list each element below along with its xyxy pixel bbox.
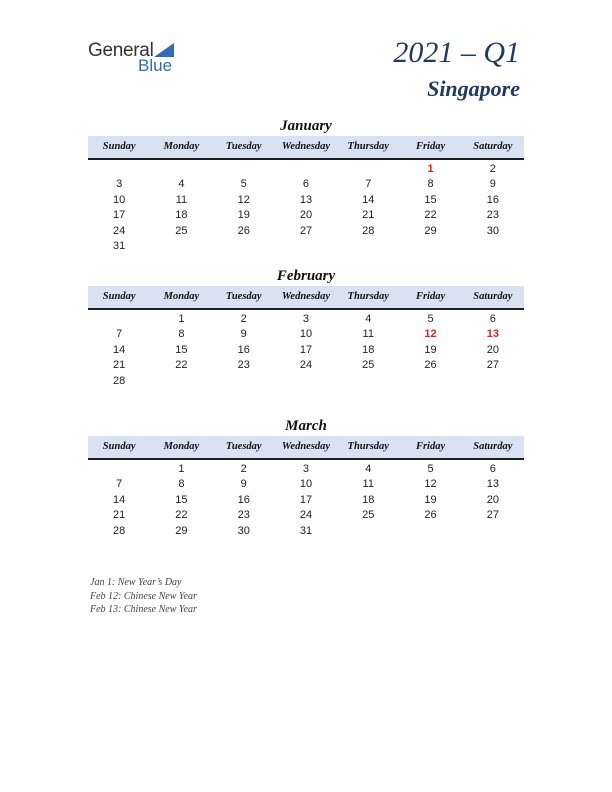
page-subtitle: Singapore (427, 76, 520, 101)
weekday-header-row (88, 286, 524, 310)
day-cell: 23 (486, 209, 499, 222)
day-cell: 22 (175, 359, 188, 372)
week-row (88, 508, 524, 523)
day-cell: 13 (486, 478, 499, 491)
day-cell: 15 (424, 193, 437, 206)
day-cell: 21 (113, 509, 126, 522)
day-cell: 18 (362, 493, 375, 506)
holiday-note: Jan 1: New Year’s Day (90, 577, 182, 588)
day-cell: 25 (175, 224, 188, 237)
day-cell: 10 (299, 478, 313, 491)
week-row (88, 312, 524, 327)
weekday-label: Wednesday (281, 441, 331, 452)
day-cell: 12 (237, 193, 250, 206)
empty-day-cell (337, 374, 399, 389)
week-row (88, 462, 524, 477)
logo-blue-text: Blue (138, 56, 173, 75)
day-cell: 17 (113, 209, 126, 222)
day-cell: 14 (113, 343, 126, 356)
holiday-note: Feb 12: Chinese New Year (90, 590, 197, 602)
empty-day-cell (337, 162, 399, 177)
day-cell: 2 (489, 163, 496, 175)
day-cell: 5 (240, 178, 247, 191)
day-cell: 22 (175, 509, 188, 522)
day-cell: 9 (240, 478, 247, 491)
month-january (88, 116, 524, 254)
day-cell: 23 (237, 359, 250, 372)
weekday-header-row (88, 436, 524, 460)
day-cell: 19 (424, 493, 437, 506)
week-row (88, 493, 524, 508)
day-cell: 21 (362, 209, 375, 222)
day-cell: 2 (240, 463, 247, 475)
day-cell: 31 (113, 239, 126, 252)
logo-general-text: General (88, 40, 154, 61)
empty-day-cell (399, 239, 461, 254)
day-cell: 1 (178, 313, 185, 325)
weekday-label: Saturday (473, 441, 513, 452)
day-cell: 24 (113, 224, 126, 237)
day-cell: 24 (299, 359, 313, 372)
day-cell: 6 (302, 178, 310, 191)
day-cell: 25 (362, 359, 375, 372)
empty-day-cell (150, 374, 212, 389)
empty-day-cell (275, 162, 337, 177)
logo (88, 40, 188, 76)
empty-day-cell (462, 374, 524, 389)
weekday-label: Sunday (102, 141, 136, 152)
page-title: 2021 – Q1 (393, 36, 520, 69)
day-cell: 14 (362, 193, 375, 206)
day-cell: 31 (299, 524, 313, 537)
day-cell: 8 (427, 178, 434, 191)
day-cell: 20 (486, 493, 499, 506)
empty-day-cell (337, 239, 399, 254)
day-cell: 23 (237, 509, 250, 522)
day-cell: 26 (237, 224, 250, 237)
empty-day-cell (88, 462, 150, 477)
empty-day-cell (213, 374, 275, 389)
holiday-day-cell: 12 (424, 328, 437, 341)
day-cell: 9 (489, 178, 496, 191)
week-row (88, 374, 524, 389)
weekday-label: Tuesday (225, 291, 262, 302)
day-cell: 29 (424, 224, 437, 237)
day-cell: 28 (113, 374, 126, 387)
day-cell: 9 (240, 328, 247, 341)
day-cell: 3 (302, 313, 310, 325)
empty-day-cell (88, 162, 150, 177)
empty-day-cell (462, 239, 524, 254)
day-cell: 14 (113, 493, 126, 506)
weekday-header-row (88, 136, 524, 160)
week-row (88, 208, 524, 223)
weekday-label: Monday (163, 441, 200, 452)
weekday-label: Sunday (102, 291, 136, 302)
logo-triangle-icon (154, 43, 174, 57)
empty-day-cell (213, 239, 275, 254)
empty-day-cell (275, 239, 337, 254)
weekday-label: Friday (415, 291, 446, 302)
week-row (88, 477, 524, 492)
day-cell: 26 (424, 509, 437, 522)
day-cell: 1 (178, 463, 185, 475)
week-row (88, 224, 524, 239)
day-cell: 11 (175, 193, 188, 206)
day-cell: 30 (237, 524, 250, 537)
day-cell: 27 (486, 359, 499, 372)
week-row (88, 239, 524, 254)
month-name: January (280, 118, 332, 134)
day-cell: 27 (486, 509, 499, 522)
day-cell: 4 (365, 463, 372, 475)
month-name: February (276, 268, 336, 284)
day-cell: 15 (175, 343, 188, 356)
weekday-label: Thursday (347, 291, 389, 302)
day-cell: 2 (240, 313, 247, 325)
day-cell: 20 (486, 343, 499, 356)
empty-day-cell (150, 239, 212, 254)
day-cell: 12 (424, 478, 437, 491)
empty-day-cell (399, 524, 461, 539)
day-cell: 17 (299, 343, 313, 356)
weekday-label: Tuesday (225, 141, 262, 152)
empty-day-cell (275, 374, 337, 389)
month-name: March (285, 418, 327, 434)
day-cell: 25 (362, 509, 375, 522)
day-cell: 3 (116, 178, 123, 191)
day-cell: 8 (178, 478, 185, 491)
day-cell: 21 (113, 359, 126, 372)
day-cell: 16 (486, 193, 499, 206)
week-row (88, 193, 524, 208)
day-cell: 29 (175, 524, 188, 537)
empty-day-cell (150, 162, 212, 177)
day-cell: 27 (299, 224, 313, 237)
day-cell: 28 (113, 524, 126, 537)
day-cell: 15 (175, 493, 188, 506)
day-cell: 18 (175, 209, 188, 222)
empty-day-cell (399, 374, 461, 389)
week-row (88, 524, 524, 539)
day-cell: 8 (178, 328, 185, 341)
empty-day-cell (462, 524, 524, 539)
day-cell: 10 (299, 328, 313, 341)
day-cell: 5 (427, 313, 434, 325)
empty-day-cell (88, 312, 150, 327)
day-cell: 3 (302, 463, 310, 475)
day-cell: 24 (299, 509, 313, 522)
weekday-label: Saturday (473, 291, 513, 302)
day-cell: 11 (362, 328, 374, 341)
day-cell: 17 (299, 493, 313, 506)
weekday-label: Monday (163, 141, 200, 152)
holiday-day-cell: 13 (486, 328, 499, 341)
month-february (88, 266, 524, 389)
weekday-label: Tuesday (225, 441, 262, 452)
day-cell: 13 (299, 193, 313, 206)
day-cell: 19 (237, 209, 250, 222)
day-cell: 4 (365, 313, 372, 325)
day-cell: 20 (299, 209, 313, 222)
day-cell: 16 (237, 343, 250, 356)
day-cell: 7 (116, 328, 123, 341)
weekday-label: Thursday (347, 441, 389, 452)
holiday-day-cell: 1 (427, 163, 434, 175)
weekday-label: Sunday (102, 441, 136, 452)
day-cell: 11 (362, 478, 374, 491)
week-row (88, 162, 524, 177)
day-cell: 22 (424, 209, 437, 222)
weekday-label: Friday (415, 441, 446, 452)
day-cell: 16 (237, 493, 250, 506)
day-cell: 7 (365, 178, 372, 191)
day-cell: 28 (362, 224, 375, 237)
day-cell: 4 (178, 178, 185, 191)
week-row (88, 327, 524, 342)
day-cell: 10 (113, 193, 126, 206)
weekday-label: Saturday (473, 141, 513, 152)
holiday-note: Feb 13: Chinese New Year (90, 604, 197, 615)
weekday-label: Monday (163, 291, 200, 302)
day-cell: 6 (489, 313, 496, 325)
month-march (88, 416, 524, 539)
week-row (88, 177, 524, 192)
week-row (88, 343, 524, 358)
day-cell: 7 (116, 478, 123, 491)
day-cell: 30 (486, 224, 499, 237)
day-cell: 26 (424, 359, 437, 372)
weekday-label: Thursday (347, 141, 389, 152)
day-cell: 6 (489, 463, 496, 475)
day-cell: 19 (424, 343, 437, 356)
weekday-label: Friday (415, 141, 446, 152)
week-row (88, 358, 524, 373)
weekday-label: Wednesday (281, 141, 331, 152)
weekday-label: Wednesday (281, 291, 331, 302)
day-cell: 18 (362, 343, 375, 356)
empty-day-cell (213, 162, 275, 177)
empty-day-cell (337, 524, 399, 539)
day-cell: 5 (427, 463, 434, 475)
holiday-notes (90, 576, 197, 617)
